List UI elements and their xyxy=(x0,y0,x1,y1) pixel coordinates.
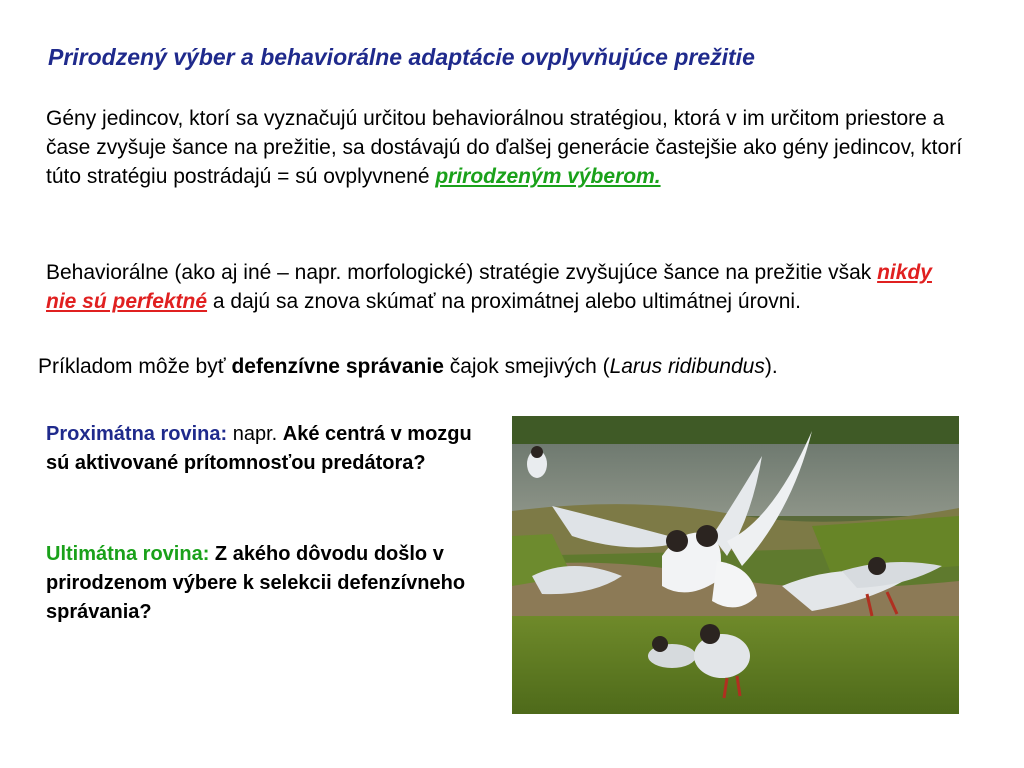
proximate-label: Proximátna rovina: xyxy=(46,423,228,445)
ultimate-question: Z akého dôvodu došlo v prirodzenom výbere k selekcii defenzívneho správania? xyxy=(46,543,466,623)
paragraph-example xyxy=(38,352,998,381)
paragraph3-text-middle: čajok smejivých ( xyxy=(443,355,610,378)
proximate-question: Aké centrá v mozgu sú aktivované prítomnosťou predátora? xyxy=(46,423,472,474)
paragraph3-text-before: Príkladom môže byť xyxy=(38,355,232,378)
gulls-illustration xyxy=(512,416,959,714)
never-perfect-link[interactable]: nikdy nie sú perfektné xyxy=(46,261,932,313)
proximate-prefix: napr. xyxy=(227,423,283,445)
proximate-level-block xyxy=(46,420,496,478)
paragraph-natural-selection xyxy=(46,104,966,191)
paragraph1-text: Gény jedincov, ktorí sa vyznačujú určitou behaviorálnou stratégiou, ktorá v im určitom priestore a čase zvyšuje šance na prežitie, sa dostávajú do ďalšej generácie častejšie ako gény jedincov, ktorí túto stratégiu postrádajú = sú ovplyvnené xyxy=(46,107,963,188)
paragraph3-text-after: ). xyxy=(764,355,778,378)
natural-selection-link[interactable]: prirodzeným výberom. xyxy=(435,165,661,188)
ultimate-label: Ultimátna rovina: xyxy=(46,543,210,565)
paragraph-strategies xyxy=(46,258,966,316)
paragraph2-text-before: Behaviorálne (ako aj iné – napr. morfologické) stratégie zvyšujúce šance na prežitie však xyxy=(46,261,878,284)
defensive-behavior-term: defenzívne správanie xyxy=(231,355,444,378)
slide-title: Prirodzený výber a behaviorálne adaptácie ovplyvňujúce prežitie xyxy=(48,44,755,70)
gulls-photo xyxy=(512,416,959,714)
species-name: Larus ridibundus xyxy=(609,355,765,378)
ultimate-level-block xyxy=(46,540,496,627)
paragraph2-text-after: a dajú sa znova skúmať na proximátnej alebo ultimátnej úrovni. xyxy=(207,290,801,313)
